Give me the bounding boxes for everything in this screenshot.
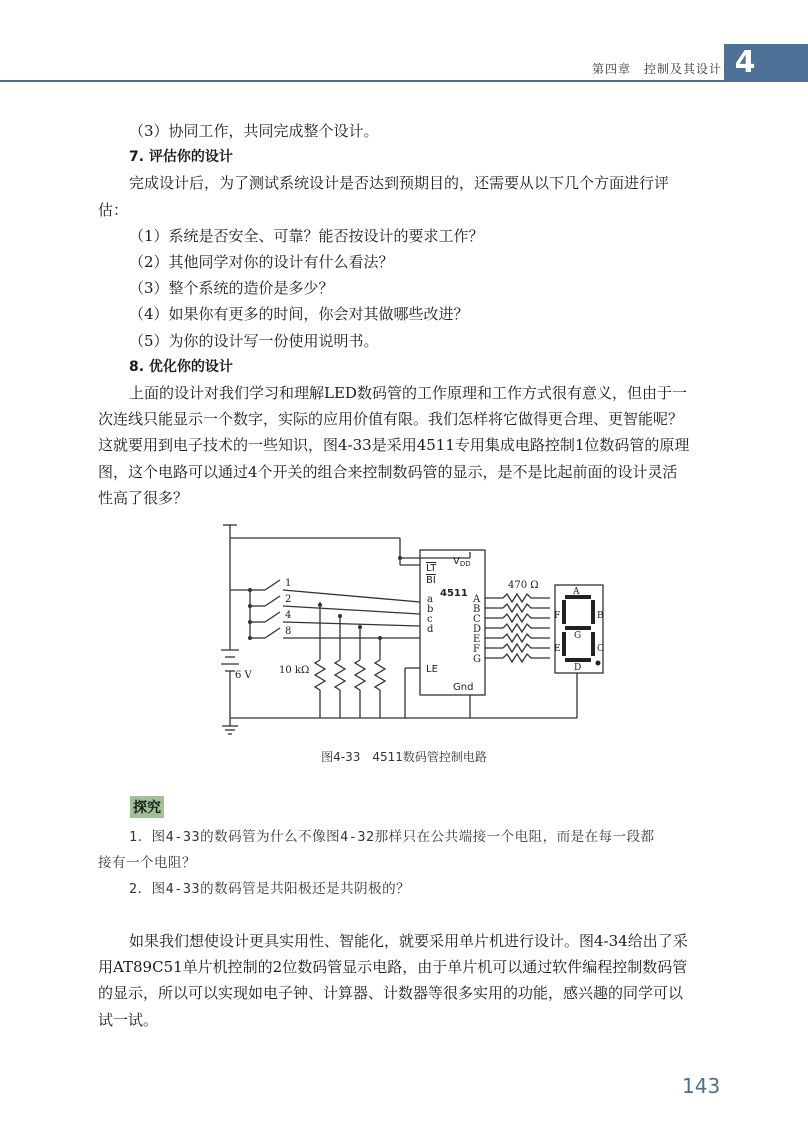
text-line: 完成设计后，为了测试系统设计是否达到预期目的，还需要从以下几个方面进行评 bbox=[129, 174, 670, 193]
text-line: （3）协同工作，共同完成整个设计。 bbox=[129, 122, 379, 140]
chip-output-a: A bbox=[473, 594, 481, 605]
list-item: （2）其他同学对你的设计有什么看法？ bbox=[129, 253, 394, 272]
list-item: （1）系统是否安全、可靠？能否按设计的要求工作？ bbox=[129, 226, 484, 245]
text-line: 性高了很多？ bbox=[98, 488, 189, 507]
header-divider bbox=[0, 80, 724, 82]
chip-output-e: E bbox=[473, 634, 481, 645]
battery-label: 6 V bbox=[235, 670, 252, 681]
main-content bbox=[98, 118, 726, 511]
text-line: 的显示，所以可以实现如电子钟、计算器、计数器等很多实用的功能，感兴趣的同学可以 bbox=[98, 984, 684, 1003]
switch-label-2: 2 bbox=[285, 594, 292, 605]
chip-output-g: G bbox=[473, 654, 481, 665]
chapter-number-badge: 4 bbox=[724, 44, 766, 82]
segment-label-b: B bbox=[597, 611, 604, 621]
list-item: （5）为你的设计写一份使用说明书。 bbox=[129, 331, 379, 350]
chip-vdd-label: $V_{DD}$ bbox=[453, 556, 471, 568]
chip-output-f: F bbox=[473, 644, 480, 655]
chip-output-c: C bbox=[473, 614, 481, 625]
text-line: 次连线只能显示一个数字，实际的应用价值有限。我们怎样将它做得更合理、更智能呢？ bbox=[98, 410, 684, 429]
explore-question-2: 2．图4-33的数码管是共阳极还是共阴极的？ bbox=[129, 881, 411, 897]
switch-label-4: 4 bbox=[285, 610, 292, 621]
chip-lt-label: LT bbox=[426, 563, 437, 574]
chip-input-c: c bbox=[427, 614, 433, 625]
chip-output-b: B bbox=[473, 604, 481, 615]
chip-bi-label: BI bbox=[426, 575, 436, 586]
pulldown-resistor-label: 10 kΩ bbox=[279, 665, 310, 676]
switch-label-1: 1 bbox=[285, 578, 292, 589]
text-line: 图，这个电路可以通过4个开关的组合来控制数码管的显示，是不是比起前面的设计灵活 bbox=[98, 462, 678, 481]
circuit-diagram bbox=[205, 520, 615, 740]
output-resistor-label: 470 Ω bbox=[508, 580, 539, 591]
chapter-header: 第四章 控制及其设计 bbox=[592, 62, 723, 76]
segment-label-c: C bbox=[597, 644, 604, 654]
section-heading-7: 7. 评估你的设计 bbox=[129, 149, 233, 166]
page-number: 143 bbox=[682, 1074, 721, 1098]
explore-tag: 探究 bbox=[130, 796, 164, 818]
chip-output-d: D bbox=[473, 624, 482, 635]
final-paragraph bbox=[98, 928, 726, 1033]
segment-label-a: A bbox=[573, 587, 580, 597]
text-line: 这就要用到电子技术的一些知识，图4-33是采用4511专用集成电路控制1位数码管的原理 bbox=[98, 436, 690, 455]
chip-input-a: a bbox=[427, 594, 433, 605]
segment-label-d: D bbox=[574, 663, 582, 673]
switch-label-8: 8 bbox=[285, 626, 292, 637]
figure-caption: 图4-33 4511数码管控制电路 bbox=[321, 750, 487, 764]
chip-input-b: b bbox=[427, 604, 434, 615]
segment-label-g: G bbox=[574, 631, 582, 641]
chip-name: 4511 bbox=[440, 588, 468, 599]
list-item: （4）如果你有更多的时间，你会对其做哪些改进？ bbox=[129, 305, 469, 324]
explore-question-1: 1．图4-33的数码管为什么不像图4-32那样只在公共端接一个电阻，而是在每一段都 bbox=[129, 829, 655, 845]
text-line: 如果我们想使设计更具实用性、智能化，就要采用单片机进行设计。图4-34给出了采 bbox=[129, 932, 688, 950]
chip-gnd-label: Gnd bbox=[453, 682, 474, 693]
chapter-badge-tail bbox=[766, 44, 808, 82]
list-item: （3）整个系统的造价是多少？ bbox=[129, 279, 334, 298]
text-line: 试一试。 bbox=[98, 1010, 159, 1029]
segment-label-f: F bbox=[554, 611, 561, 621]
segment-label-e: E bbox=[554, 644, 561, 654]
section-heading-8: 8. 优化你的设计 bbox=[129, 358, 233, 375]
chip-le-label: LE bbox=[426, 664, 438, 675]
text-line: 用AT89C51单片机控制的2位数码管显示电路，由于单片机可以通过软件编程控制数码管 bbox=[98, 958, 688, 977]
explore-question-1-cont: 接有一个电阻？ bbox=[98, 855, 196, 871]
chip-input-d: d bbox=[427, 624, 434, 635]
text-line: 上面的设计对我们学习和理解LED数码管的工作原理和工作方式很有意义，但由于一 bbox=[129, 384, 687, 403]
text-line: 估： bbox=[98, 200, 129, 219]
explore-questions bbox=[98, 824, 726, 902]
